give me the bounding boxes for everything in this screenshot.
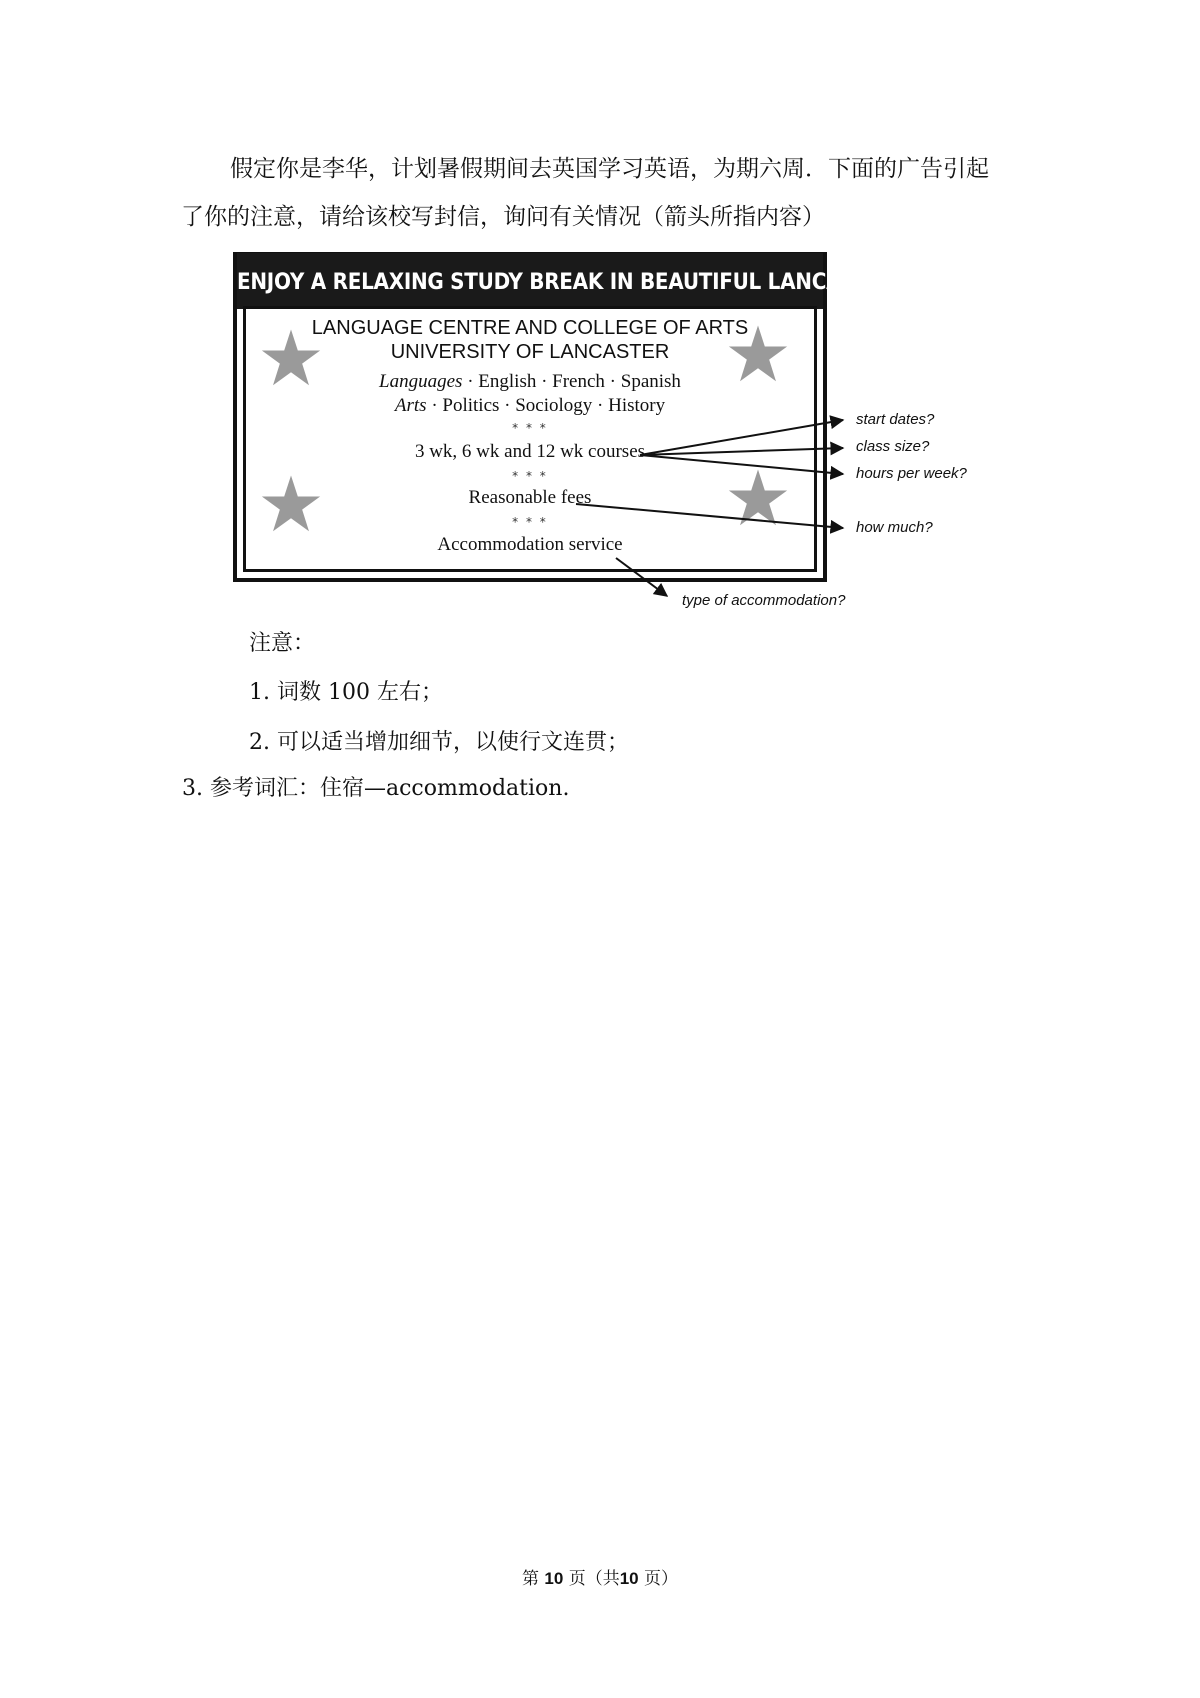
- ad-title-line-2: UNIVERSITY OF LANCASTER: [390, 341, 670, 363]
- prompt-paragraph-line-1: 假定你是李华，计划暑假期间去英国学习英语，为期六周．下面的广告引起: [230, 156, 989, 182]
- footer-middle: 页（共: [568, 1569, 620, 1589]
- annotation-start-dates: start dates?: [856, 411, 935, 428]
- requirement-item-3: 3. 参考词汇：住宿—accommodation.: [182, 776, 570, 801]
- ad-banner: ENJOY A RELAXING STUDY BREAK IN BEAUTIFUL LANCASTER: [237, 253, 823, 309]
- arts-label: Arts: [394, 395, 427, 416]
- footer-total-pages: 10: [619, 1569, 639, 1588]
- ad-languages-line: [246, 371, 814, 393]
- languages-label: Languages: [379, 371, 463, 392]
- ad-separator: * * *: [512, 469, 548, 483]
- languages-list: · English · French · Spanish: [462, 371, 681, 392]
- ad-title-line-1: LANGUAGE CENTRE AND COLLEGE OF ARTS: [311, 317, 749, 339]
- prompt-paragraph-line-2: 了你的注意，请给该校写封信，询问有关情况（箭头所指内容）: [181, 204, 825, 230]
- footer-page-number: 10: [544, 1569, 564, 1588]
- annotation-type-of-accommodation: type of accommodation?: [682, 592, 846, 609]
- page-footer: [0, 1564, 1200, 1589]
- ad-fees: Reasonable fees: [468, 487, 592, 508]
- footer-prefix: 第: [521, 1569, 539, 1589]
- annotation-class-size: class size?: [856, 438, 930, 455]
- ad-separator: * * *: [512, 515, 548, 529]
- ad-courses: 3 wk, 6 wk and 12 wk courses: [414, 441, 646, 462]
- ad-inner-frame: [243, 306, 817, 572]
- annotation-how-much: how much?: [856, 519, 933, 536]
- ad-separator: * * *: [512, 421, 548, 435]
- arts-list: · Politics · Sociology · History: [426, 395, 666, 416]
- ad-arts-line: [246, 395, 814, 417]
- annotation-hours-per-week: hours per week?: [856, 465, 967, 482]
- requirements-heading: 注意：: [249, 631, 316, 656]
- requirement-item-1: 1. 词数 100 左右；: [249, 680, 443, 705]
- footer-suffix: 页）: [644, 1569, 679, 1589]
- requirement-item-2: 2. 可以适当增加细节，以使行文连贯；: [249, 730, 629, 755]
- ad-accommodation: Accommodation service: [437, 534, 623, 555]
